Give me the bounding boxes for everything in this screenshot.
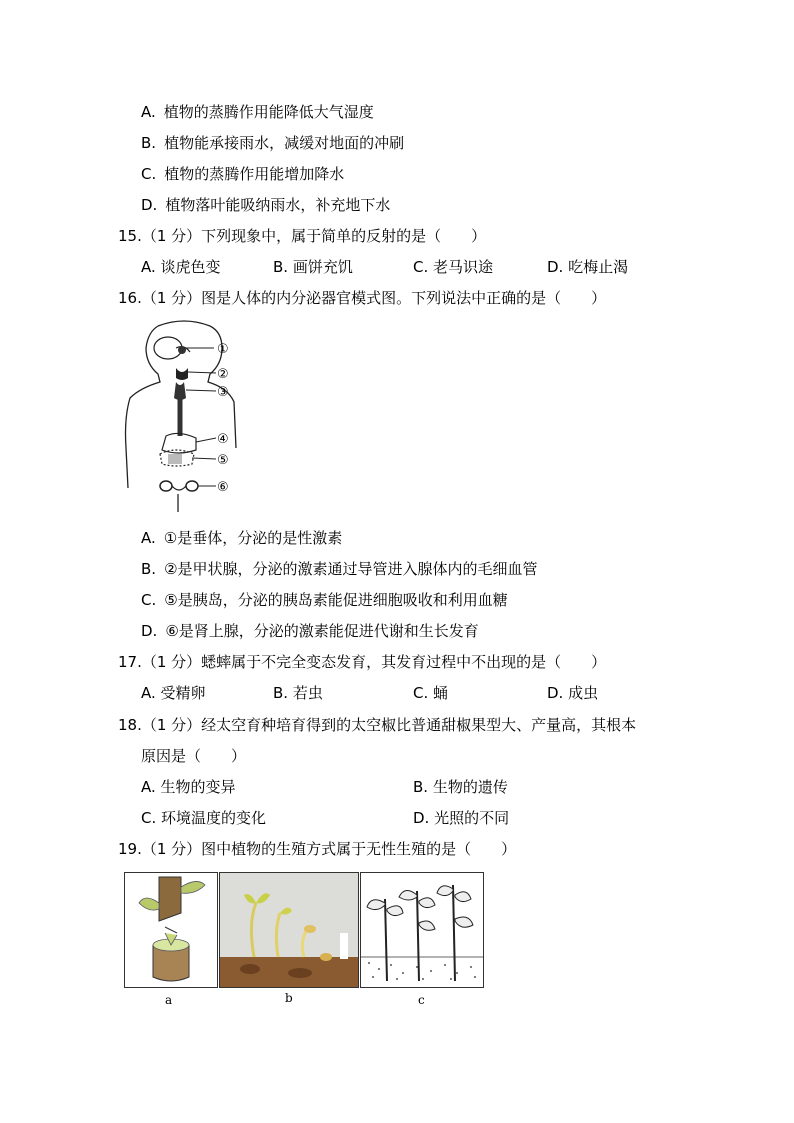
option-label: B. (413, 778, 429, 796)
option-label: C. (413, 258, 429, 276)
option-label: D. (413, 809, 430, 827)
option-text: 生物的变异 (160, 778, 236, 796)
option-label: D. (141, 622, 158, 640)
q16-option-b[interactable] (141, 559, 538, 579)
brain-outline (154, 337, 182, 359)
caption-b: b (285, 991, 293, 1005)
q14-option-b[interactable] (141, 133, 404, 153)
q15-option-b[interactable] (273, 257, 353, 277)
thyroid-gland (176, 368, 188, 380)
q15-stem: 15.（1 分）下列现象中，属于简单的反射的是（ ） (118, 227, 487, 245)
q18-option-c[interactable] (141, 808, 266, 828)
option-label: A. (141, 258, 156, 276)
leader-line-4 (196, 438, 216, 442)
option-text: 植物落叶能吸纳雨水，补充地下水 (165, 196, 391, 214)
option-label: B. (273, 684, 289, 702)
q16-stem: 16.（1 分）图是人体的内分泌器官模式图。下列说法中正确的是（ ） (118, 289, 607, 307)
option-label: A. (141, 103, 156, 121)
head-top (158, 321, 210, 326)
q15-option-a[interactable] (141, 257, 221, 277)
option-text: ①是垂体，分泌的是性激素 (163, 529, 343, 547)
option-label: A. (141, 684, 156, 702)
seed-germination-drawing (220, 873, 358, 987)
endocrine-organs-figure (118, 318, 248, 516)
option-label: B. (141, 134, 157, 152)
cutting-image (360, 872, 484, 988)
q17-option-b[interactable] (273, 683, 323, 703)
thymus-gland (174, 382, 186, 400)
option-label: A. (141, 778, 156, 796)
option-text: 画饼充饥 (292, 258, 353, 276)
figure-label-1: ① (217, 342, 229, 357)
option-text: 谈虎色变 (160, 258, 221, 276)
q18-stem-line1: 18.（1 分）经太空育种培育得到的太空椒比普通甜椒果型大、产量高，其根本 (118, 716, 637, 734)
q16-option-a[interactable] (141, 528, 342, 548)
option-label: D. (547, 684, 564, 702)
grafting-drawing (125, 873, 217, 987)
q16-option-d[interactable] (141, 621, 479, 641)
q15-option-d[interactable] (547, 257, 628, 277)
option-label: D. (547, 258, 564, 276)
option-text: 光照的不同 (434, 809, 510, 827)
gonad-connector (172, 486, 186, 490)
q18-option-b[interactable] (413, 777, 508, 797)
q19-stem: 19.（1 分）图中植物的生殖方式属于无性生殖的是（ ） (118, 840, 517, 858)
option-text: 若虫 (292, 684, 323, 702)
option-text: 吃梅止渴 (568, 258, 629, 276)
option-text: 植物的蒸腾作用能增加降水 (164, 165, 345, 183)
option-text: 老马识途 (433, 258, 494, 276)
adrenal-gland (162, 433, 196, 453)
q14-option-d[interactable] (141, 195, 390, 215)
option-text: 成虫 (568, 684, 599, 702)
option-text: ⑥是肾上腺，分泌的激素能促进代谢和生长发育 (165, 622, 479, 640)
leader-line-3 (186, 390, 216, 391)
caption-a: a (165, 993, 173, 1007)
q17-option-d[interactable] (547, 683, 598, 703)
q17-stem: 17.（1 分）蟋蟀属于不完全变态发育，其发育过程中不出现的是（ ） (118, 653, 607, 671)
option-label: C. (141, 809, 157, 827)
option-text: ②是甲状腺，分泌的激素通过导管进入腺体内的毛细血管 (164, 560, 538, 578)
option-label: B. (141, 560, 157, 578)
q17-option-c[interactable] (413, 683, 448, 703)
leader-line-5 (192, 458, 216, 459)
q18-option-a[interactable] (141, 777, 236, 797)
option-text: ⑤是胰岛，分泌的胰岛素能促进细胞吸收和利用血糖 (164, 591, 508, 609)
q17-options (141, 683, 741, 703)
figure-label-4: ④ (217, 432, 229, 447)
cutting-drawing (361, 873, 483, 987)
q18-stem-line2: 原因是（ ） (141, 747, 247, 765)
figure-label-3: ③ (217, 385, 229, 400)
pituitary-gland (178, 346, 186, 354)
option-text: 蛹 (433, 684, 449, 702)
gonad-right (186, 481, 198, 491)
figure-label-2: ② (217, 367, 229, 382)
option-label: A. (141, 529, 156, 547)
option-label: B. (273, 258, 289, 276)
option-text: 植物的蒸腾作用能降低大气湿度 (163, 103, 374, 121)
q18-options-row2 (141, 808, 741, 828)
q18-options-row1 (141, 777, 741, 797)
q15-option-c[interactable] (413, 257, 493, 277)
option-label: C. (141, 165, 157, 183)
option-text: 受精卵 (160, 684, 206, 702)
option-text: 环境温度的变化 (161, 809, 267, 827)
gonad-left (160, 481, 172, 491)
figure-label-5: ⑤ (217, 453, 229, 468)
q17-option-a[interactable] (141, 683, 206, 703)
caption-c: c (418, 993, 425, 1007)
q14-option-c[interactable] (141, 164, 344, 184)
option-text: 植物能承接雨水，减缓对地面的冲刷 (164, 134, 405, 152)
pancreatic-islets (168, 454, 182, 464)
figure-label-6: ⑥ (217, 480, 229, 495)
q14-option-a[interactable] (141, 102, 374, 122)
grafting-image (124, 872, 218, 988)
option-text: 生物的遗传 (432, 778, 508, 796)
option-label: C. (413, 684, 429, 702)
q15-options (141, 257, 741, 277)
seed-germination-image (219, 872, 359, 988)
q16-option-c[interactable] (141, 590, 508, 610)
option-label: D. (141, 196, 158, 214)
option-label: C. (141, 591, 157, 609)
q18-option-d[interactable] (413, 808, 509, 828)
